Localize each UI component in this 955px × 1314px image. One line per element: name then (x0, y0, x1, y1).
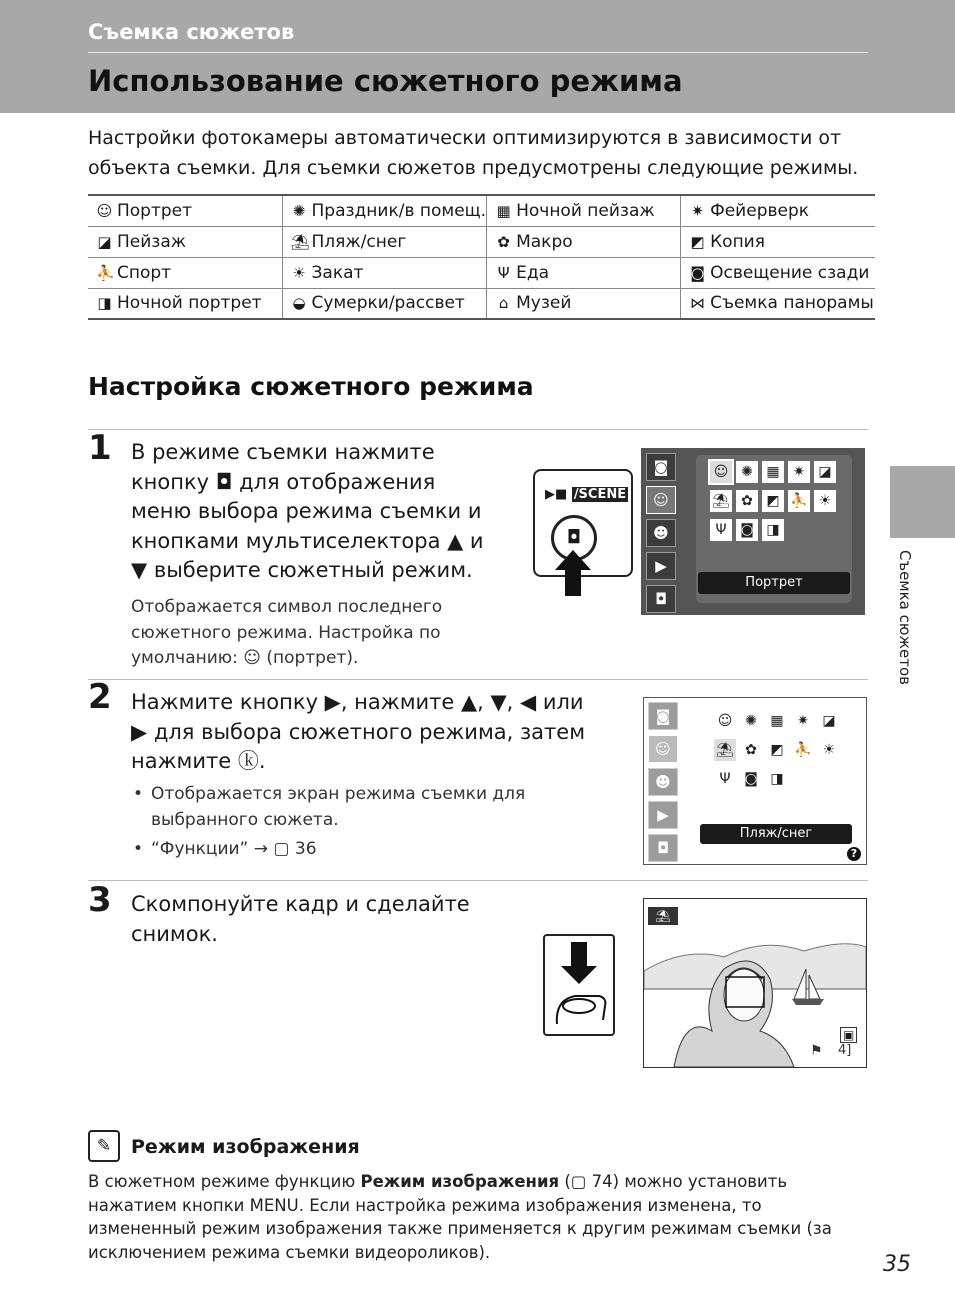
scene-table-cell (681, 226, 875, 257)
scene-label: Съемка панорамы (710, 293, 874, 314)
beach-snow-icon: ⛱ (714, 739, 736, 761)
remaining-shots: 4] (838, 1043, 852, 1058)
scene-table-cell (681, 257, 875, 288)
scene-table-cell (88, 257, 282, 288)
night-landscape-icon: ▦ (496, 201, 511, 220)
landscape-icon: ◪ (97, 232, 112, 251)
bullet-continuation: выбранного сюжета. (151, 809, 339, 830)
night-portrait-icon: ◨ (97, 294, 112, 313)
sunset-icon: ☀ (818, 739, 840, 761)
sunset-icon: ☀ (292, 263, 306, 282)
scene-table-row (88, 226, 875, 257)
step-3-line: Скомпонуйте кадр и сделайте (131, 892, 470, 916)
smile-mode-icon: ☻ (646, 519, 676, 547)
scene-label: Закат (311, 262, 364, 283)
copy-icon: ◩ (690, 232, 705, 251)
step-1-note-line: умолчанию: ☺ (портрет). (131, 648, 359, 668)
macro-icon: ✿ (736, 490, 758, 512)
movie-mode-icon: ▶ (646, 552, 676, 580)
scene-label: Музей (516, 293, 572, 314)
scene-table-row (88, 288, 875, 319)
fireworks-icon: ✷ (788, 461, 810, 483)
scene-table-cell (282, 257, 487, 288)
copy-icon: ◩ (762, 490, 784, 512)
scene-label: Праздник/в помещ. (311, 200, 487, 221)
step-2-number: 2 (88, 677, 112, 717)
scene-label: Макро (516, 231, 573, 252)
portrait-icon: ☺ (710, 461, 732, 483)
food-icon: Ψ (710, 519, 732, 541)
scene-label: Спорт (117, 262, 172, 283)
step-2-line: ▶ для выбора сюжетного режима, затем (131, 719, 586, 744)
camera-icon: ◘ (551, 515, 597, 561)
selected-scene-label: Пляж/снег (700, 824, 852, 844)
movie-icon: ▶■ (545, 487, 568, 502)
camera-screen-1 (641, 448, 865, 615)
mode-strip (646, 453, 680, 618)
intro-paragraph: Настройки фотокамеры автоматически оптимизируются в зависимости от объекта съемки. Для съемки сюжетов предусмотрены следующие режимы. (88, 127, 859, 179)
mode-strip (648, 702, 682, 867)
night-landscape-icon: ▦ (762, 461, 784, 483)
bullet-item: • Отображается экран режима съемки для (133, 784, 526, 804)
sport-icon: ⛹ (792, 739, 814, 761)
side-tab-label: Съемка сюжетов (896, 550, 914, 686)
divider (88, 429, 868, 430)
scene-table-cell (88, 226, 282, 257)
divider (88, 880, 868, 881)
scene-table-cell (681, 288, 875, 319)
backlight-icon: ◙ (690, 263, 705, 282)
scene-mode-icon: ☺ (646, 486, 676, 514)
scene-table-cell (88, 288, 282, 319)
step-1-note-line: сюжетного режима. Настройка по (131, 622, 441, 643)
night-portrait-icon: ◨ (766, 768, 788, 790)
mode-button-label: ▶■ /SCENE (545, 487, 627, 502)
sport-icon: ⛹ (788, 490, 810, 512)
step-3-line: снимок. (131, 921, 218, 946)
landscape-icon: ◪ (818, 710, 840, 732)
step-1-number: 1 (88, 428, 112, 468)
party-icon: ✺ (736, 461, 758, 483)
image-mode-icon: ▣ (840, 1027, 857, 1043)
scene-label: Освещение сзади (710, 262, 870, 283)
scene-table-cell (487, 288, 681, 319)
step-1-line: меню выбора режима съемки и (131, 499, 482, 523)
press-arrow-icon (555, 550, 591, 596)
scene-mode-table (88, 194, 875, 320)
panorama-icon: ⋈ (690, 294, 706, 313)
backlight-icon: ◙ (740, 768, 762, 790)
movie-mode-icon: ▶ (648, 801, 678, 829)
night-portrait-icon: ◨ (762, 519, 784, 541)
landscape-icon: ◪ (814, 461, 836, 483)
divider (88, 679, 868, 680)
bullet-item: • “Функции” → ▢ 36 (133, 839, 317, 859)
macro-icon: ✿ (740, 739, 762, 761)
scene-label: Сумерки/рассвет (311, 293, 465, 314)
scene-table-cell (681, 195, 875, 226)
scene-label: Ночной пейзаж (516, 200, 655, 221)
tip-icon: ✎ (88, 1130, 120, 1162)
portrait-icon: ☺ (96, 201, 113, 220)
camera-screen-2 (643, 697, 867, 865)
backlight-icon: ◙ (736, 519, 758, 541)
portrait-icon: ☺ (714, 710, 736, 732)
page-number: 35 (883, 1252, 911, 1277)
scene-label: Пляж/снег (311, 231, 407, 252)
header-rule (88, 52, 868, 53)
food-icon: Ψ (497, 263, 510, 282)
museum-icon: ⌂ (498, 294, 509, 313)
auto-mode-icon: ◙ (648, 702, 678, 730)
page-title: Использование сюжетного режима (88, 64, 683, 98)
step-1-line: кнопками мультиселектора ▲ и (131, 528, 484, 553)
shutter-press-illustration (543, 934, 615, 1036)
selected-scene-label: Портрет (698, 572, 850, 594)
step-1-line: В режиме съемки нажмите (131, 440, 435, 464)
copy-icon: ◩ (766, 739, 788, 761)
step-1-note (131, 595, 442, 672)
scene-label: Пейзаж (117, 231, 187, 252)
scene-table-cell (282, 288, 487, 319)
step-1-line: ▼ выберите сюжетный режим. (131, 558, 473, 582)
beach-snow-mode-icon: ⛱ (648, 907, 678, 925)
scene-table-cell (282, 226, 487, 257)
section-subtitle: Настройка сюжетного режима (88, 372, 534, 401)
camera-screen-3-preview (643, 898, 867, 1068)
flash-icon: ⚑ (810, 1043, 823, 1059)
scene-table-cell (487, 257, 681, 288)
scene-label: Копия (710, 231, 765, 252)
smile-mode-icon: ☻ (648, 768, 678, 796)
beach-snow-icon: ⛱ (290, 232, 310, 251)
dusk-dawn-icon: ◒ (292, 294, 306, 313)
night-landscape-icon: ▦ (766, 710, 788, 732)
party-icon: ✺ (740, 710, 762, 732)
scene-table-row (88, 257, 875, 288)
step-2-line: нажмите ⓚ. (131, 749, 266, 773)
scene-table-cell (487, 226, 681, 257)
help-icon: ? (847, 847, 861, 861)
food-icon: Ψ (714, 768, 736, 790)
fireworks-icon: ✷ (691, 201, 704, 220)
side-tab (890, 466, 955, 538)
macro-icon: ✿ (497, 232, 510, 251)
scene-table-cell (487, 195, 681, 226)
scene-label: Ночной портрет (117, 293, 262, 314)
sport-icon: ⛹ (96, 263, 115, 282)
scene-table-cell (88, 195, 282, 226)
step-2-bullets (131, 782, 531, 863)
scene-label: Еда (516, 262, 550, 283)
scene-label: Фейерверк (710, 200, 810, 221)
fireworks-icon: ✷ (792, 710, 814, 732)
scene-table-row (88, 195, 875, 226)
step-2-line: Нажмите кнопку ▶, нажмите ▲, ▼, ◀ или (131, 690, 584, 714)
beach-snow-icon: ⛱ (710, 490, 732, 512)
step-2-text (131, 688, 611, 777)
step-3-text (131, 890, 501, 949)
camera-mode-icon: ◘ (648, 834, 678, 862)
scene-table-cell (282, 195, 487, 226)
sunset-icon: ☀ (814, 490, 836, 512)
step-1-note-line: Отображается символ последнего (131, 597, 443, 617)
tip-title: Режим изображения (131, 1136, 360, 1158)
party-icon: ✺ (292, 201, 306, 220)
step-1-text (131, 438, 501, 586)
auto-mode-icon: ◙ (646, 453, 676, 481)
scene-mode-icon: ☺ (648, 735, 678, 763)
tip-text: В сюжетном режиме функцию Режим изображения (▢ 74) можно установить нажатием кнопки MENU. Если настройка режима изображения изменена, то измененный режим изображения также применяется к другим режимам съемки (за исключением режима съемки видеороликов). (88, 1172, 832, 1262)
scene-label: Портрет (117, 200, 193, 221)
step-3-number: 3 (88, 880, 112, 920)
shutter-arrow-icon (545, 936, 613, 1034)
camera-mode-icon: ◘ (646, 585, 676, 613)
section-label: Съемка сюжетов (88, 20, 295, 44)
step-1-line: кнопку ◘ для отображения (131, 469, 436, 494)
